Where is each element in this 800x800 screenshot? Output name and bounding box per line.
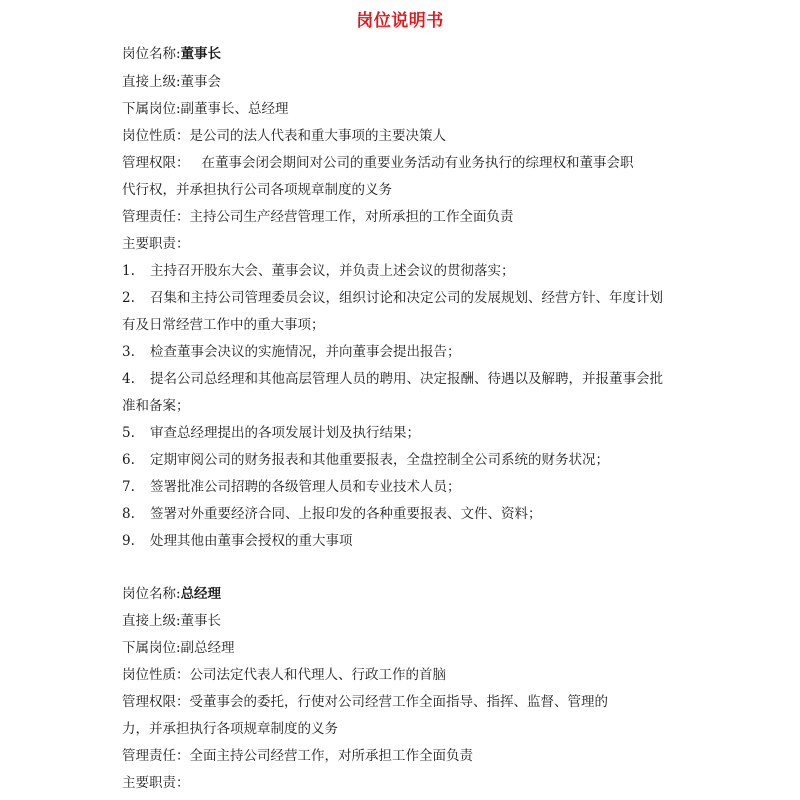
position-name-label: 岗位名称: [122,46,181,62]
management-authority-line2: 力，并承担执行各项规章制度的义务 [122,721,338,737]
duty-item [122,369,663,389]
position-name-value: 董事长 [180,46,222,62]
duty-text: 处理其他由董事会授权的重大事项 [150,533,353,549]
duty-number: 2. [122,290,135,306]
main-duties-label: 主要职责： [122,236,190,252]
duty-continuation: 有及日常经营工作中的重大事项； [122,317,325,333]
duty-item [122,423,420,443]
management-responsibility: 管理责任：全面主持公司经营工作，对所承担工作全面负责 [122,748,473,764]
duty-number: 9. [122,533,135,549]
subordinate-positions: 下属岗位:副总经理 [122,640,235,656]
position-name-label: 岗位名称: [122,586,181,602]
duty-item [122,531,353,551]
duty-text: 提名公司总经理和其他高层管理人员的聘用、决定报酬、待遇以及解聘，并报董事会批 [150,371,663,387]
duty-text: 召集和主持公司管理委员会议，组织讨论和决定公司的发展规划、经营方针、年度计划 [150,290,663,306]
duty-number: 5. [122,425,135,441]
duty-text: 检查董事会决议的实施情况，并向董事会提出报告； [150,344,461,360]
position-name-value: 总经理 [180,586,222,602]
duty-number: 8. [122,506,135,522]
duty-item [122,477,461,497]
duty-number: 3. [122,344,135,360]
direct-superior: 直接上级:董事长 [122,613,222,629]
duty-number: 4. [122,371,135,387]
duty-text: 签署批准公司招聘的各级管理人员和专业技术人员； [150,479,461,495]
duty-number: 1. [122,263,135,279]
duty-item [122,288,663,308]
main-duties-label: 主要职责： [122,775,190,791]
position-name-line [122,584,221,604]
position-nature: 岗位性质：是公司的法人代表和重大事项的主要决策人 [122,128,446,144]
authority-text: 在董事会闭会期间对公司的重要业务活动有业务执行的综理权和董事会职 [201,155,634,171]
duty-item [122,450,609,470]
authority-label: 管理权限： [122,155,190,171]
management-authority-line1: 管理权限：受董事会的委托，行使对公司经营工作全面指导、指挥、监督、管理的 [122,694,608,710]
duty-continuation: 准和备案； [122,398,190,414]
management-authority-line2: 代行权，并承担执行公司各项规章制度的义务 [122,182,392,198]
duty-text: 签署对外重要经济合同、上报印发的各种重要报表、文件、资料； [150,506,542,522]
subordinate-positions: 下属岗位:副董事长、总经理 [122,101,289,117]
duty-text: 审查总经理提出的各项发展计划及执行结果； [150,425,420,441]
duty-item [122,504,542,524]
position-nature: 岗位性质：公司法定代表人和代理人、行政工作的首脑 [122,667,446,683]
direct-superior: 直接上级:董事会 [122,74,222,90]
duty-item [122,342,461,362]
position-name-line [122,44,221,64]
document-title: 岗位说明书 [356,11,444,31]
duty-number: 6. [122,452,135,468]
duty-number: 7. [122,479,135,495]
management-responsibility: 管理责任：主持公司生产经营管理工作，对所承担的工作全面负责 [122,209,514,225]
duty-text: 定期审阅公司的财务报表和其他重要报表，全盘控制全公司系统的财务状况； [150,452,609,468]
duty-item [122,261,515,281]
duty-text: 主持召开股东大会、董事会议，并负责上述会议的贯彻落实； [150,263,515,279]
management-authority-line1 [122,153,634,173]
